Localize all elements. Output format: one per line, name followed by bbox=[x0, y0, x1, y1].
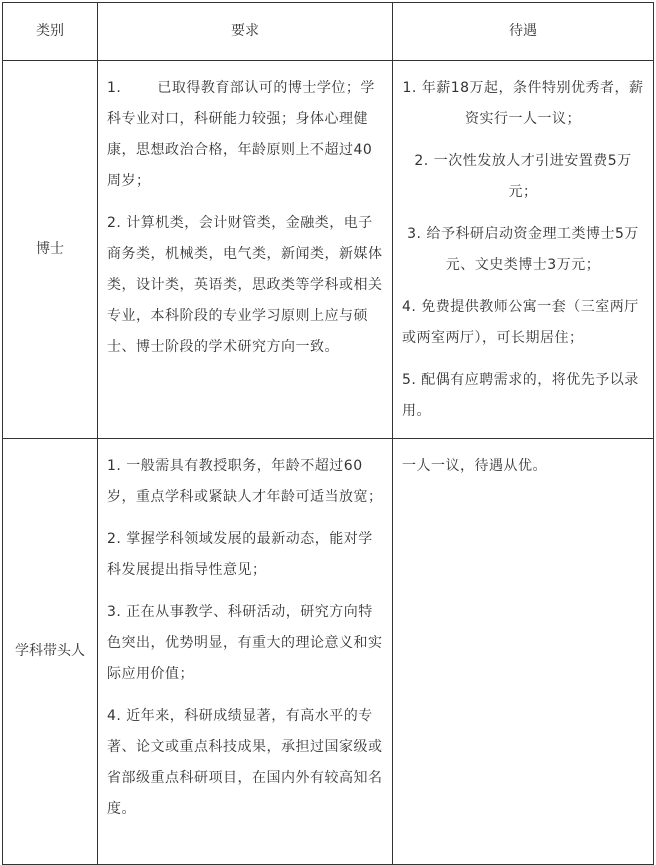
header-requirements: 要求 bbox=[98, 3, 393, 61]
requirements-cell bbox=[98, 61, 393, 439]
benefits-cell bbox=[393, 439, 654, 865]
table-row bbox=[3, 439, 654, 865]
benefit-item: 4. 免费提供教师公寓一套（三室两厅或两室两厅），可长期居住； bbox=[402, 299, 639, 346]
requirement-item: 3. 正在从事教学、科研活动，研究方向特色突出，优势明显，有重大的理论意义和实际应用价值； bbox=[107, 604, 383, 682]
category-cell: 学科带头人 bbox=[3, 439, 98, 865]
category-cell: 博士 bbox=[3, 61, 98, 439]
requirement-item: 1. 已取得教育部认可的博士学位；学科专业对口，科研能力较强；身体心理健康，思想政治合格，年龄原则上不超过40周岁； bbox=[107, 80, 375, 189]
benefit-item: 一人一议，待遇从优。 bbox=[402, 458, 547, 474]
requirement-item: 2. 掌握学科领域发展的最新动态，能对学科发展提出指导性意见； bbox=[107, 531, 373, 578]
header-category: 类别 bbox=[3, 3, 98, 61]
requirement-item: 4. 近年来，科研成绩显著，有高水平的专著、论文或重点科技成果，承担过国家级或省部级重点科研项目，在国内外有较高知名度。 bbox=[107, 708, 383, 817]
header-row bbox=[3, 3, 654, 61]
talent-table bbox=[2, 2, 654, 865]
benefit-item: 5. 配偶有应聘需求的，将优先予以录用。 bbox=[402, 372, 639, 419]
benefit-item: 1. 年薪18万起，条件特别优秀者，薪资实行一人一议； bbox=[402, 80, 644, 127]
benefit-item: 2. 一次性发放人才引进安置费5万元； bbox=[414, 153, 632, 200]
benefits-cell bbox=[393, 61, 654, 439]
requirement-item: 1. 一般需具有教授职务，年龄不超过60岁，重点学科或紧缺人才年龄可适当放宽； bbox=[107, 458, 383, 505]
table-row bbox=[3, 61, 654, 439]
requirements-cell bbox=[98, 439, 393, 865]
header-benefits: 待遇 bbox=[393, 3, 654, 61]
requirement-item: 2. 计算机类，会计财管类，金融类，电子商务类，机械类，电气类，新闻类，新媒体类，设计类，英语类，思政类等学科或相关专业，本科阶段的专业学习原则上应与硕士、博士阶段的学术研究方向一致。 bbox=[107, 215, 383, 355]
benefit-item: 3. 给予科研启动资金理工类博士5万元、文史类博士3万元； bbox=[407, 226, 639, 273]
